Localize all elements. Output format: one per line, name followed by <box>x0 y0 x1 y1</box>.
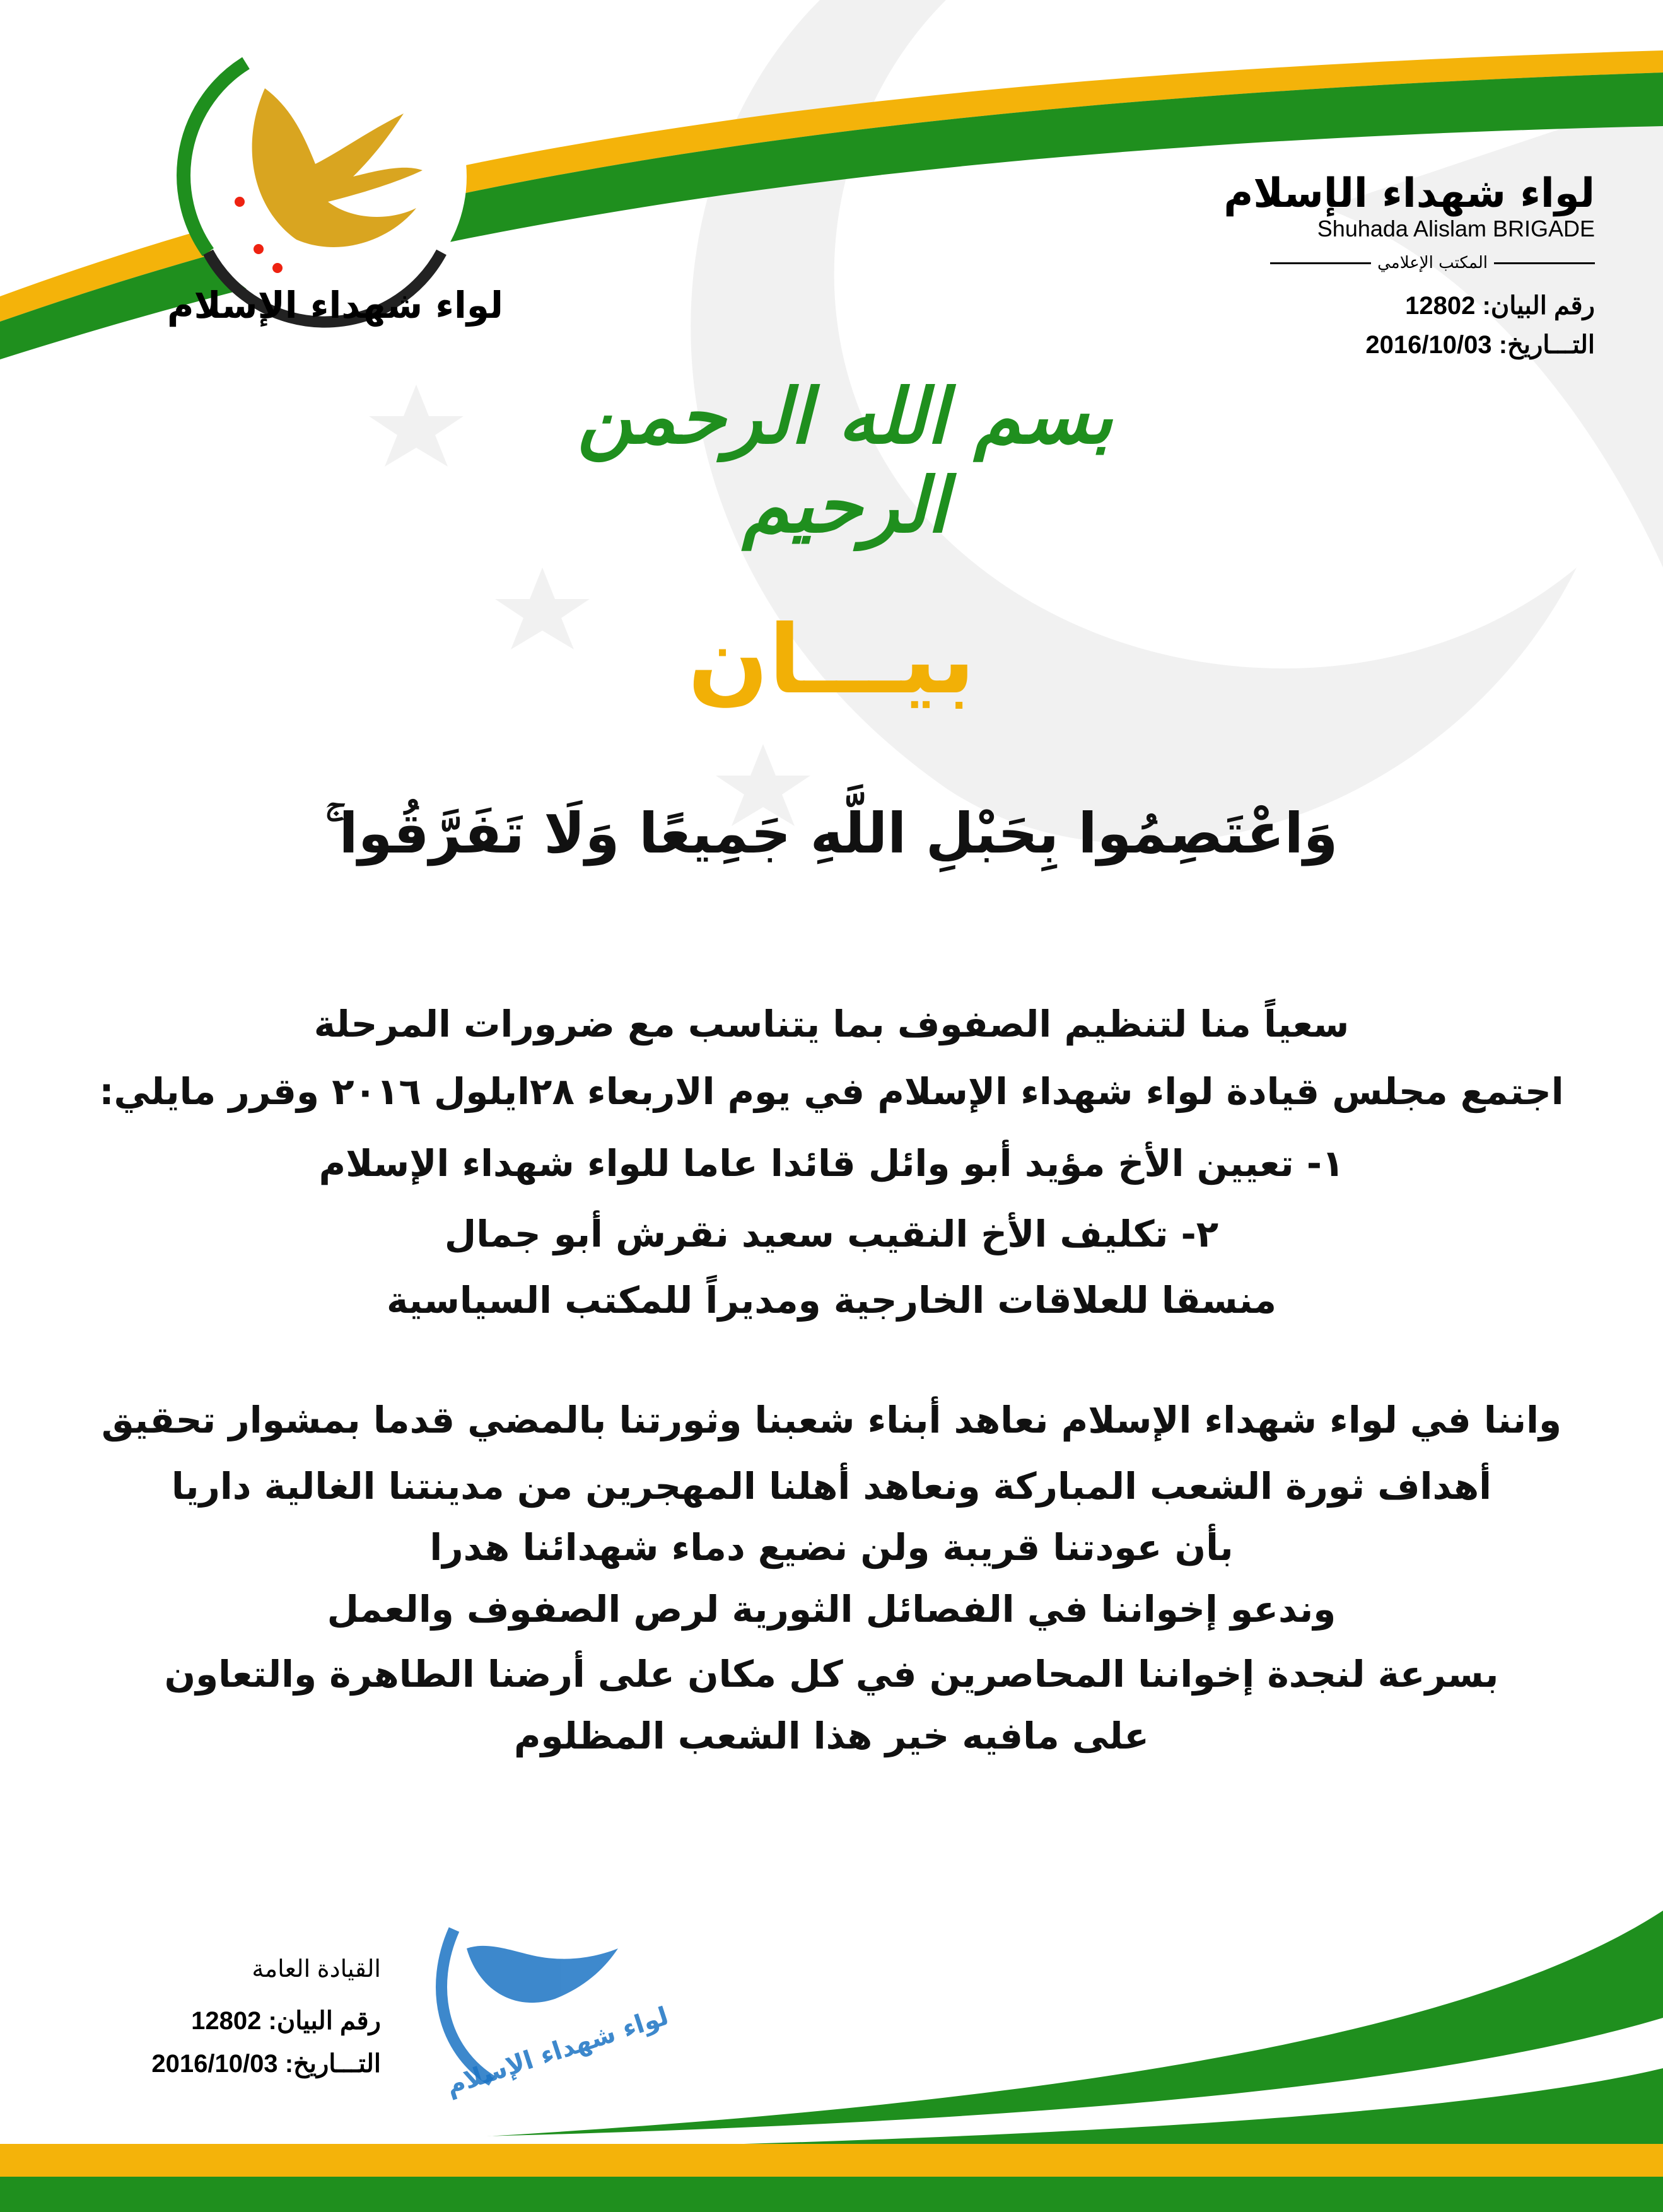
basmala-calligraphy <box>492 303 1198 568</box>
stamp-text: لواء شهداء الإسلام <box>442 2001 672 2101</box>
number-value: 12802 <box>1405 292 1476 320</box>
body-line: وندعو إخواننا في الفصائل الثورية لرص الصفوف والعمل <box>327 1588 1336 1631</box>
divider <box>1494 262 1595 264</box>
date-value: 2016/10/03 <box>151 2050 278 2078</box>
body-line: بسرعة لنجدة إخواننا المحاصرين في كل مكان على أرضنا الطاهرة والتعاون <box>164 1653 1499 1696</box>
body-line: سعياً منا لتنظيم الصفوف بما يتناسب مع ضرورات المرحلة <box>313 1003 1350 1045</box>
org-name-english: Shuhada Alislam BRIGADE <box>1317 216 1595 242</box>
statement-number <box>1405 291 1595 320</box>
basmala-text: بسم الله الرحمن الرحيم <box>577 372 1113 550</box>
media-office <box>1270 253 1595 272</box>
date-value: 2016/10/03 <box>1365 331 1492 359</box>
divider <box>1270 262 1371 264</box>
date-label: التـــاريخ: <box>1498 331 1595 359</box>
body-line: ١- تعيين الأخ مؤيد أبو وائل قائدا عاما للواء شهداء الإسلام <box>318 1142 1345 1185</box>
number-label: رقم البيان: <box>1482 292 1595 320</box>
star-icon <box>369 385 464 467</box>
bottom-green-band <box>0 2177 1663 2212</box>
number-label: رقم البيان: <box>268 2007 381 2035</box>
body-line: على مافيه خير هذا الشعب المظلوم <box>513 1714 1149 1757</box>
eagle-icon <box>467 1946 618 2003</box>
bottom-orange-band <box>0 2144 1663 2177</box>
media-office-label: المكتب الإعلامي <box>1377 253 1488 272</box>
signature: القيادة العامة <box>252 1956 381 1982</box>
body-line: واننا في لواء شهداء الإسلام نعاهد أبناء شعبنا وثورتنا بالمضي قدما بمشوار تحقيق <box>101 1399 1562 1441</box>
brigade-logo <box>184 38 467 322</box>
body-line: منسقا للعلاقات الخارجية ومديراً للمكتب السياسية <box>386 1279 1276 1322</box>
logo-text: لواء شهداء الإسلام <box>167 284 504 327</box>
statement-date <box>1365 330 1595 359</box>
org-name-arabic: لواء شهداء الإسلام <box>1223 170 1595 217</box>
body-line: أهداف ثورة الشعب المباركة ونعاهد أهلنا المهجرين من مدينتنا الغالية داريا <box>171 1465 1492 1508</box>
number-value: 12802 <box>191 2007 262 2035</box>
statement-title: بيـــان <box>687 605 976 715</box>
body-line: ٢- تكليف الأخ النقيب سعيد نقرش أبو جمال <box>444 1213 1219 1255</box>
body-line: بأن عودتنا قريبة ولن نضيع دماء شهدائنا هدرا <box>429 1526 1234 1569</box>
date-label: التـــاريخ: <box>284 2050 381 2078</box>
body-line: اجتمع مجلس قيادة لواء شهداء الإسلام في يوم الاربعاء ٢٨ايلول ٢٠١٦ وقرر مايلي: <box>99 1070 1564 1113</box>
quran-verse: وَاعْتَصِمُوا بِحَبْلِ اللَّهِ جَمِيعًا وَلَا تَفَرَّقُوا ۚ <box>325 801 1338 866</box>
footer-date <box>151 2049 381 2078</box>
footer-number <box>191 2006 381 2035</box>
